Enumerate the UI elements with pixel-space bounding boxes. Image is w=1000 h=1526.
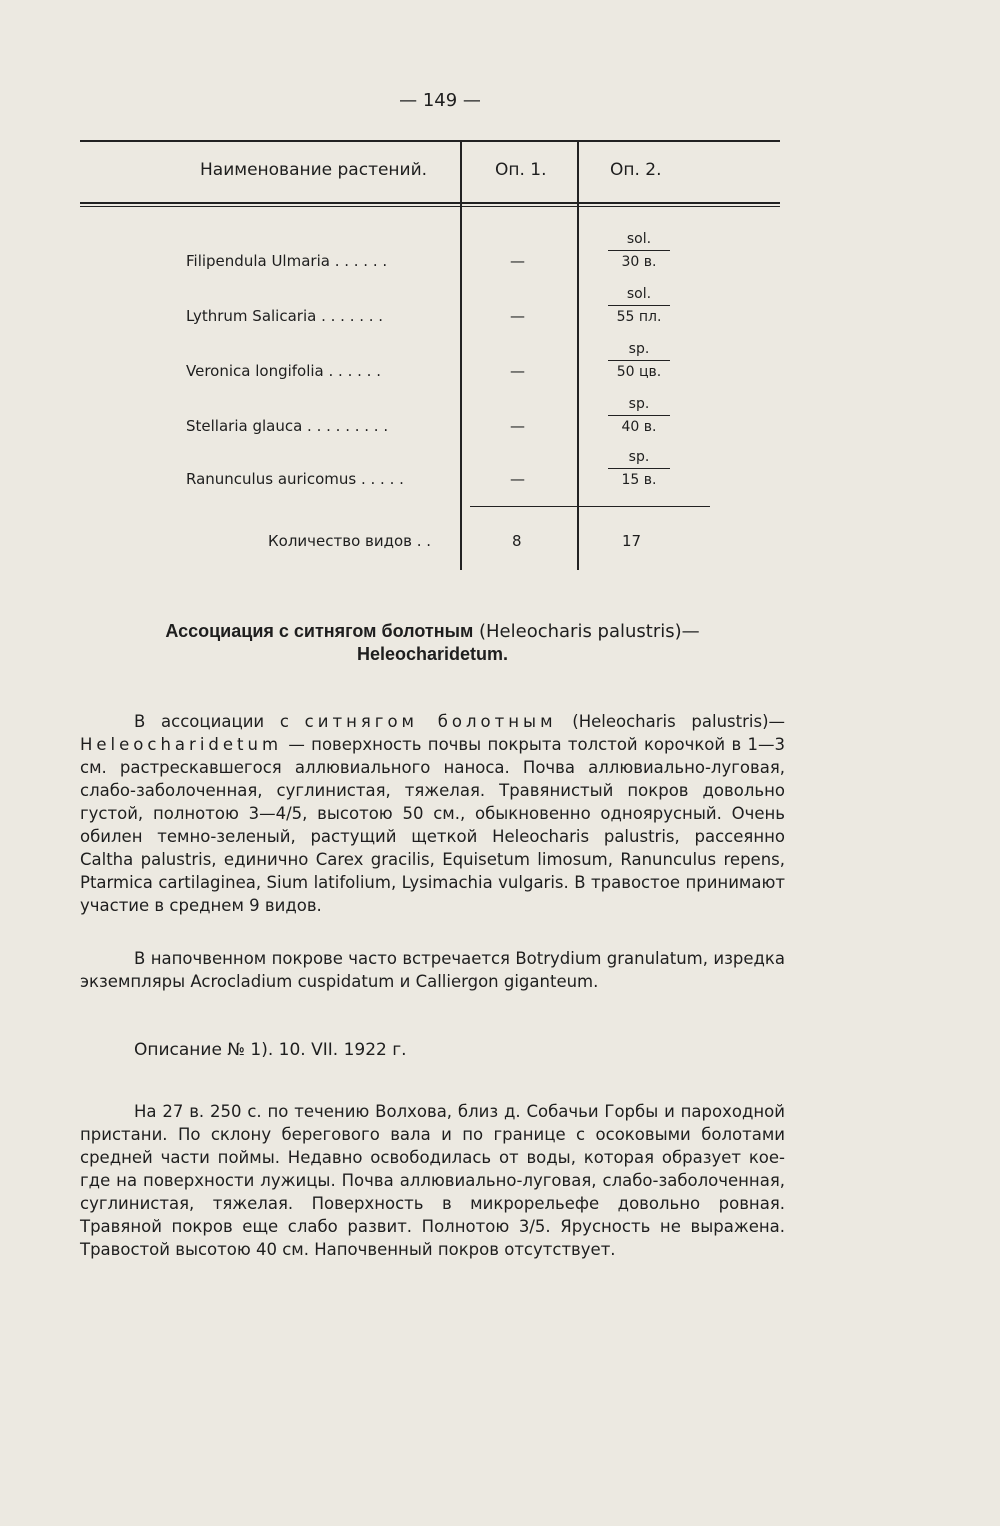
op2-fraction: [608, 393, 670, 438]
op2-height: 30 в.: [621, 254, 657, 270]
op1-value: —: [510, 417, 525, 435]
table-header-rule: [80, 202, 780, 204]
table-row: [80, 283, 780, 333]
op1-value: —: [510, 470, 525, 488]
paragraph-association: [80, 710, 785, 917]
table-row: [80, 338, 780, 388]
op2-fraction: [608, 283, 670, 328]
para1-body: — поверхность почвы покрыта толстой корочкой в 1—3 см. растрескавшегося аллювиального наноса. Почва аллювиально-луговая, слабо-заболоченная, суглинистая, тяжелая. Травянистый покров довольно густой, полнотою 3—4/5, высотою 50 см., обыкновенно одноярусный. Очень обилен темно-зеленый, растущий щеткой Heleocharis palustris, рассеянно Caltha palustris, единично Carex gracilis, Equisetum limosum, Ranunculus repens, Ptarmica cartilaginea, Sium latifolium, Lysimachia vulgaris. В травостое принимают участие в среднем 9 видов.: [80, 735, 785, 915]
page-number: — 149 —: [399, 90, 481, 111]
plant-name: Ranunculus auricomus . . . . .: [186, 470, 404, 488]
para1-part: (Heleocharis palustris)—: [556, 712, 786, 731]
header-op2: Оп. 2.: [610, 160, 662, 180]
op2-height: 40 в.: [621, 419, 657, 435]
op2-fraction: [608, 228, 670, 273]
heading-bold-title: Ассоциация с ситнягом болотным: [165, 621, 474, 641]
op2-height: 15 в.: [621, 472, 657, 488]
op2-abundance: sol.: [626, 286, 652, 302]
op2-abundance: sp.: [628, 341, 650, 357]
op1-value: —: [510, 252, 525, 270]
paragraph-ground-cover: В напочвенном покрове часто встречается Botrydium granulatum, изредка экземпляры Acrocladium cuspidatum и Calliergon giganteum.: [80, 949, 785, 991]
plant-name: Veronica longifolia . . . . . .: [186, 362, 381, 380]
op2-height: 50 цв.: [616, 364, 662, 380]
table-row: [80, 393, 780, 443]
heading-association-name: Heleocharidetum.: [356, 644, 509, 664]
op2-fraction: [608, 446, 670, 491]
table-row: [80, 446, 780, 496]
species-count-op2: 17: [622, 532, 642, 550]
table-header-rule-2: [80, 206, 780, 207]
paragraph-description: На 27 в. 250 с. по течению Волхова, близ д. Собачьи Горбы и пароходной пристани. По склону берегового вала и по границе с осоковыми болотами средней части поймы. Недавно освободилась от воды, которая образует кое-где на поверхности лужицы. Почва аллювиально-луговая, слабо-заболоченная, суглинистая, тяжелая. Поверхность в микрорельефе довольно ровная. Травяной покров еще слабо развит. Полнотою 3/5. Ярусность не выражена. Травостой высотою 40 см. Напочвенный покров отсутствует.: [80, 1102, 785, 1259]
species-count-label: Количество видов . .: [268, 532, 432, 550]
op2-fraction: [608, 338, 670, 383]
op1-value: —: [510, 307, 525, 325]
plant-name: Stellaria glauca . . . . . . . . .: [186, 417, 389, 435]
table-row: [80, 228, 780, 278]
op2-height: 55 пл.: [616, 309, 662, 325]
plant-name: Lythrum Salicaria . . . . . . .: [186, 307, 384, 325]
header-plant-name: Наименование растений.: [200, 160, 428, 180]
section-heading: [80, 620, 785, 666]
table-top-rule: [80, 140, 780, 142]
op2-abundance: sp.: [628, 449, 650, 465]
header-op1: Оп. 1.: [495, 160, 547, 180]
heading-latin: (Heleocharis palustris)—: [473, 621, 700, 642]
para1-spaced-name: Heleocharidetum: [80, 735, 283, 754]
para1-part: В ассоциации с: [134, 712, 305, 731]
table-sum-rule: [470, 506, 710, 507]
plant-name: Filipendula Ulmaria . . . . . .: [186, 252, 388, 270]
op2-abundance: sp.: [628, 396, 650, 412]
species-count-op1: 8: [512, 532, 522, 550]
op1-value: —: [510, 362, 525, 380]
para1-spaced-term: ситнягом болотным: [304, 712, 557, 731]
plant-table: [80, 140, 780, 570]
description-title: Описание № 1). 10. VII. 1922 г.: [134, 1040, 407, 1060]
op2-abundance: sol.: [626, 231, 652, 247]
